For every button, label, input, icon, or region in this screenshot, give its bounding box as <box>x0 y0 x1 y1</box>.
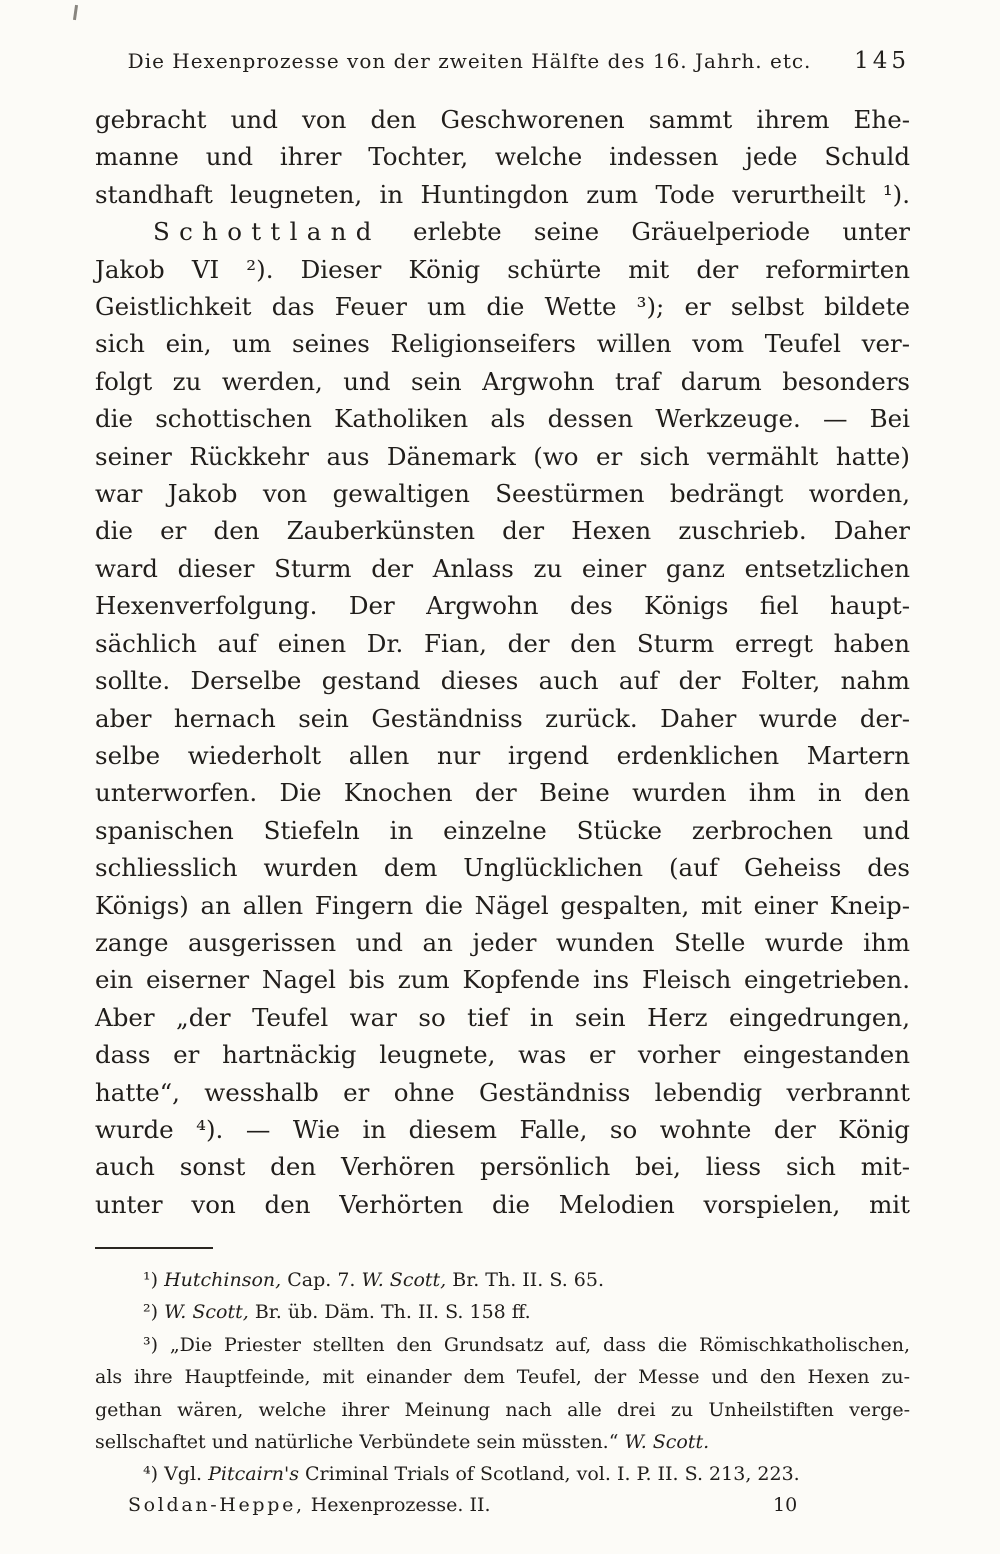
body-line <box>95 512 910 549</box>
footnote-line-segment: Br. Th. II. S. 65. <box>446 1269 605 1291</box>
signature-number: 10 <box>773 1494 798 1516</box>
footnotes-text <box>95 1264 910 1491</box>
footnote-line <box>95 1264 910 1296</box>
body-line-segment: gebracht und von den Geschworenen sammt ihrem Ehe- <box>95 105 910 134</box>
footer-imprint-line-segment: Hexenprozesse. II. <box>304 1494 491 1516</box>
body-line <box>95 400 910 437</box>
footer-imprint-line <box>128 1491 491 1519</box>
body-line <box>95 1186 910 1223</box>
body-line-segment: dass er hartnäckig leugnete, was er vorher eingestanden <box>95 1040 910 1070</box>
body-line-segment: ein eiserner Nagel bis zum Kopfende ins Fleisch eingetrieben. <box>95 965 910 995</box>
body-line-segment: seiner Rückkehr aus Dänemark (wo er sich vermählt hatte) <box>95 441 910 471</box>
footnote-line-segment: gethan wären, welche ihrer Meinung nach alle drei zu Unheilstiften verge- <box>95 1398 910 1421</box>
footnote-line-segment: W. Scott. <box>624 1431 710 1454</box>
footnote-line-segment: ⁴) Vgl. <box>143 1463 209 1486</box>
body-line <box>95 662 910 699</box>
footnote-line-segment: als ihre Hauptfeinde, mit einander dem Teufel, der Messe und den Hexen zu- <box>95 1366 910 1389</box>
body-line-segment: die schottischen Katholiken als dessen Werkzeuge. — Bei <box>95 404 910 434</box>
body-line <box>95 625 910 662</box>
body-line-segment: selbe wiederholt allen nur irgend erdenklichen Martern <box>95 740 910 770</box>
footer <box>95 1491 910 1521</box>
body-line <box>95 812 910 849</box>
body-line <box>95 138 910 175</box>
body-line-segment: Hexenverfolgung. Der Argwohn des Königs fiel haupt- <box>95 591 910 621</box>
body-line <box>95 774 910 811</box>
body-line <box>95 438 910 475</box>
footnote-line-segment: Pitcairn's <box>208 1463 299 1486</box>
body-line <box>95 475 910 512</box>
body-line <box>95 849 910 886</box>
body-line-segment: sich ein, um seines Religionseifers willen vom Teufel ver- <box>95 329 910 359</box>
body-line <box>95 1074 910 1111</box>
body-line <box>95 550 910 587</box>
body-line <box>95 961 910 998</box>
running-header <box>95 48 910 74</box>
body-line-segment: war Jakob von gewaltigen Seestürmen bedrängt worden, <box>95 479 910 509</box>
body-line-segment: unter von den Verhörten die Melodien vorspielen, mit <box>95 1189 910 1219</box>
body-line-segment: hatte“, wesshalb er ohne Geständniss lebendig verbrannt <box>95 1077 910 1107</box>
footer-imprint <box>128 1491 491 1519</box>
footnote-line <box>95 1329 910 1361</box>
body-text <box>95 101 910 1223</box>
footnote-line <box>95 1361 910 1393</box>
footer-imprint-line-segment: Soldan-Heppe, <box>128 1494 305 1516</box>
body-line <box>95 176 910 213</box>
body-line-segment: schliesslich wurden dem Unglücklichen (auf Geheiss des <box>95 853 910 883</box>
footnote-line <box>95 1426 910 1458</box>
footnote-line-segment: ¹) <box>143 1269 165 1291</box>
running-header-title: Die Hexenprozesse von der zweiten Hälfte des 16. Jahrh. etc. <box>127 49 812 73</box>
body-line-segment: die er den Zauberkünsten der Hexen zuschrieb. Daher <box>95 516 910 546</box>
footnote-line-segment: ³) „Die Priester stellten den Grundsatz auf, dass die Römischkatholischen, <box>143 1333 910 1356</box>
body-line-segment: Jakob VI ²). Dieser König schürte mit der reformirten <box>95 254 910 284</box>
footnote-line-segment: Criminal Trials of Scotland, vol. I. P. II. S. 213, 223. <box>298 1463 800 1486</box>
body-line-segment: Schottland <box>153 217 381 247</box>
page-number: 145 <box>854 48 910 74</box>
body-line-segment: unterworfen. Die Knochen der Beine wurden ihm in den <box>95 778 910 808</box>
body-line <box>95 737 910 774</box>
body-line <box>95 251 910 288</box>
body-line <box>95 1036 910 1073</box>
body-line-segment: manne und ihrer Tochter, welche indessen jede Schuld <box>95 142 910 172</box>
body-line <box>95 924 910 961</box>
footnote-line <box>95 1296 910 1328</box>
body-line-segment: zange ausgerissen und an jeder wunden Stelle wurde ihm <box>95 927 910 957</box>
body-line <box>95 325 910 362</box>
body-line-segment: spanischen Stiefeln in einzelne Stücke zerbrochen und <box>95 815 910 845</box>
body-line-segment: sollte. Derselbe gestand dieses auch auf der Folter, nahm <box>95 666 910 696</box>
footnote-line-segment: Br. üb. Däm. Th. II. S. 158 ff. <box>248 1301 531 1324</box>
footnote-line <box>95 1394 910 1426</box>
footnote-line-segment: sellschaftet und natürliche Verbündete sein müssten.“ <box>95 1431 625 1454</box>
body-line-segment: ward dieser Sturm der Anlass zu einer ganz entsetzlichen <box>95 553 910 583</box>
footnote-line <box>95 1458 910 1490</box>
body-line <box>95 887 910 924</box>
body-line-segment: Aber „der Teufel war so tief in sein Herz eingedrungen, <box>95 1002 910 1032</box>
body-line <box>95 1111 910 1148</box>
body-line-segment: Geistlichkeit das Feuer um die Wette ³); er selbst bildete <box>95 292 910 322</box>
body-line-segment: auch sonst den Verhören persönlich bei, liess sich mit- <box>95 1152 910 1182</box>
body-line-segment: sächlich auf einen Dr. Fian, der den Sturm erregt haben <box>95 628 910 658</box>
footnote-separator <box>95 1247 213 1249</box>
body-line-segment: folgt zu werden, und sein Argwohn traf darum besonders <box>95 366 910 396</box>
body-line-segment: wurde ⁴). — Wie in diesem Falle, so wohnte der König <box>95 1114 910 1144</box>
footnote-line-segment: W. Scott, <box>361 1269 447 1291</box>
body-line-segment: aber hernach sein Geständniss zurück. Daher wurde der- <box>95 703 910 733</box>
footnote-line-segment: ²) <box>143 1301 165 1324</box>
body-line <box>95 213 910 250</box>
body-line-segment: erlebte seine Gräuelperiode unter <box>380 217 910 247</box>
body-line <box>95 1148 910 1185</box>
body-line <box>95 363 910 400</box>
body-line <box>95 587 910 624</box>
body-line <box>95 288 910 325</box>
body-line <box>95 999 910 1036</box>
body-line-segment: Königs) an allen Fingern die Nägel gespalten, mit einer Kneip- <box>95 890 910 920</box>
body-line-segment: standhaft leugneten, in Huntingdon zum Tode verurtheilt ¹). <box>95 179 910 209</box>
body-line <box>95 700 910 737</box>
scan-artifact <box>73 5 78 20</box>
footnote-line-segment: Hutchinson, <box>164 1269 282 1291</box>
footnote-line-segment: W. Scott, <box>164 1301 249 1324</box>
body-line <box>95 101 910 138</box>
footnote-line-segment: Cap. 7. <box>281 1269 362 1291</box>
